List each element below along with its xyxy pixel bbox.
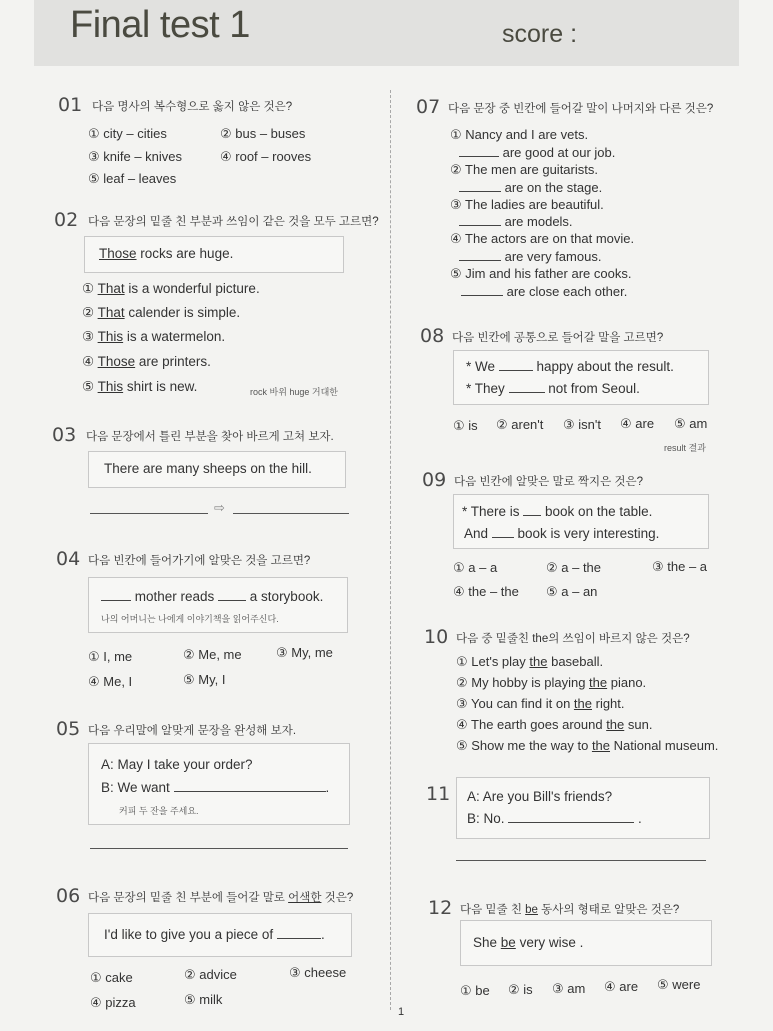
option-4: ④ are <box>604 979 639 994</box>
question-text: 다음 문장의 밑줄 친 부분과 쓰임이 같은 것을 모두 고르면? <box>88 216 379 228</box>
example-sentence: There are many sheeps on the hill. <box>104 461 312 476</box>
question-number: 05 <box>56 718 81 740</box>
dialog-box <box>88 743 350 825</box>
option-1: ① be <box>460 983 490 998</box>
example-line-1: * We happy about the result. <box>466 359 674 374</box>
page-title: Final test 1 <box>70 4 250 46</box>
option-4: ④ roof – rooves <box>220 149 312 164</box>
dialog-line-b: B: No. . <box>467 811 642 826</box>
question-number: 03 <box>52 424 77 446</box>
item-2-line: ② The men are guitarists. <box>450 162 598 177</box>
question-text: 다음 밑줄 친 be 동사의 형태로 알맞은 것은? <box>460 904 680 916</box>
vocab-note: rock 바위 huge 거대한 <box>250 387 338 397</box>
example-box <box>453 350 709 405</box>
question-text: 다음 우리말에 알맞게 문장을 완성해 보자. <box>88 725 297 737</box>
question-number: 10 <box>424 626 449 648</box>
page-number: 1 <box>398 1006 405 1018</box>
example-box <box>453 494 709 549</box>
question-number: 09 <box>422 469 447 491</box>
example-box <box>84 236 344 273</box>
dialog-line-a: A: May I take your order? <box>101 757 253 772</box>
question-number: 02 <box>54 209 79 231</box>
item-4-blank: are very famous. <box>459 249 601 264</box>
option-4: ④ Those are printers. <box>82 354 211 369</box>
dialog-line-b: B: We want . <box>101 780 330 795</box>
item-1-blank: are good at our job. <box>459 145 615 160</box>
example-sentence: She be very wise . <box>473 935 584 950</box>
option-5: ⑤ Show me the way to the National museum. <box>456 738 719 753</box>
option-4: ④ the – the <box>453 584 519 599</box>
question-text: 다음 명사의 복수형으로 옳지 않은 것은? <box>92 101 293 113</box>
option-3: ③ This is a watermelon. <box>82 329 226 344</box>
option-3: ③ knife – knives <box>88 149 183 164</box>
item-3-blank: are models. <box>459 214 573 229</box>
item-5-line: ⑤ Jim and his father are cooks. <box>450 266 632 281</box>
option-1: ① cake <box>90 970 133 985</box>
option-2: ② advice <box>184 967 237 982</box>
question-number: 06 <box>56 885 81 907</box>
option-2: ② My hobby is playing the piano. <box>456 675 647 690</box>
option-5: ⑤ leaf – leaves <box>88 171 177 186</box>
example-sentence: Those rocks are huge. <box>99 246 234 261</box>
question-text: 다음 빈칸에 들어가기에 알맞은 것을 고르면? <box>88 555 311 567</box>
example-box <box>88 577 348 633</box>
option-5: ⑤ a – an <box>546 584 598 599</box>
example-box <box>460 920 712 966</box>
option-4: ④ Me, I <box>88 674 133 689</box>
option-3: ③ You can find it on the right. <box>456 696 625 711</box>
option-5: ⑤ This shirt is new. <box>82 379 198 394</box>
option-5: ⑤ am <box>674 416 708 431</box>
option-5: ⑤ were <box>657 977 701 992</box>
score-label: score : <box>502 20 578 48</box>
korean-translation: 나의 어머니는 나에게 이야기책을 읽어주신다. <box>101 614 279 624</box>
option-3: ③ the – a <box>652 559 708 574</box>
question-number: 12 <box>428 897 453 919</box>
example-sentence: I'd like to give you a piece of . <box>104 927 325 942</box>
item-3-line: ③ The ladies are beautiful. <box>450 197 604 212</box>
example-box <box>88 913 352 957</box>
answer-line-correct[interactable] <box>233 513 349 514</box>
item-1-line: ① Nancy and I are vets. <box>450 127 589 142</box>
option-1: ① Let's play the baseball. <box>456 654 604 669</box>
option-3: ③ My, me <box>276 645 333 660</box>
question-number: 07 <box>416 96 441 118</box>
question-text: 다음 중 밑줄친 the의 쓰임이 바르지 않은 것은? <box>456 633 690 645</box>
example-line-1: * There is book on the table. <box>462 504 653 519</box>
question-number: 04 <box>56 548 81 570</box>
option-2: ② That calender is simple. <box>82 305 241 320</box>
question-number: 11 <box>426 783 451 805</box>
answer-line[interactable] <box>456 860 706 861</box>
item-5-blank: are close each other. <box>461 284 627 299</box>
example-sentence: mother reads a storybook. <box>101 589 323 604</box>
item-2-blank: are on the stage. <box>459 180 602 195</box>
question-number: 01 <box>58 94 83 116</box>
option-3: ③ isn't <box>563 417 601 432</box>
option-1: ① I, me <box>88 649 133 664</box>
option-4: ④ The earth goes around the sun. <box>456 717 653 732</box>
question-number: 08 <box>420 325 445 347</box>
example-line-2: And book is very interesting. <box>464 526 660 541</box>
option-2: ② bus – buses <box>220 126 306 141</box>
column-divider <box>390 90 391 1010</box>
option-1: ① city – cities <box>88 126 167 141</box>
option-3: ③ am <box>552 981 586 996</box>
question-text: 다음 문장에서 틀린 부분을 찾아 바르게 고쳐 보자. <box>86 431 334 443</box>
option-3: ③ cheese <box>289 965 347 980</box>
question-text: 다음 문장의 밑줄 친 부분에 들어갈 말로 어색한 것은? <box>88 892 354 904</box>
option-1: ① That is a wonderful picture. <box>82 281 260 296</box>
example-box <box>88 451 346 488</box>
dialog-line-a: A: Are you Bill's friends? <box>467 789 613 804</box>
question-text: 다음 빈칸에 공통으로 들어갈 말을 고르면? <box>452 332 664 344</box>
korean-hint: 커피 두 잔을 주세요. <box>119 806 199 816</box>
option-2: ② aren't <box>496 417 544 432</box>
option-1: ① a – a <box>453 560 498 575</box>
question-text: 다음 빈칸에 알맞은 말로 짝지은 것은? <box>454 476 644 488</box>
item-4-line: ④ The actors are on that movie. <box>450 231 635 246</box>
option-2: ② Me, me <box>183 647 242 662</box>
option-5: ⑤ My, I <box>183 672 226 687</box>
question-text: 다음 문장 중 빈칸에 들어갈 말이 나머지와 다른 것은? <box>448 103 714 115</box>
option-2: ② a – the <box>546 560 602 575</box>
dialog-box <box>456 777 710 839</box>
option-2: ② is <box>508 982 533 997</box>
option-4: ④ are <box>620 416 655 431</box>
arrow-icon: ⇨ <box>214 500 225 515</box>
example-line-2: * They not from Seoul. <box>466 381 640 396</box>
answer-line[interactable] <box>90 848 348 849</box>
option-4: ④ pizza <box>90 995 136 1010</box>
answer-line-wrong[interactable] <box>90 513 208 514</box>
option-1: ① is <box>453 418 478 433</box>
vocab-note: result 결과 <box>664 443 706 453</box>
option-5: ⑤ milk <box>184 992 223 1007</box>
